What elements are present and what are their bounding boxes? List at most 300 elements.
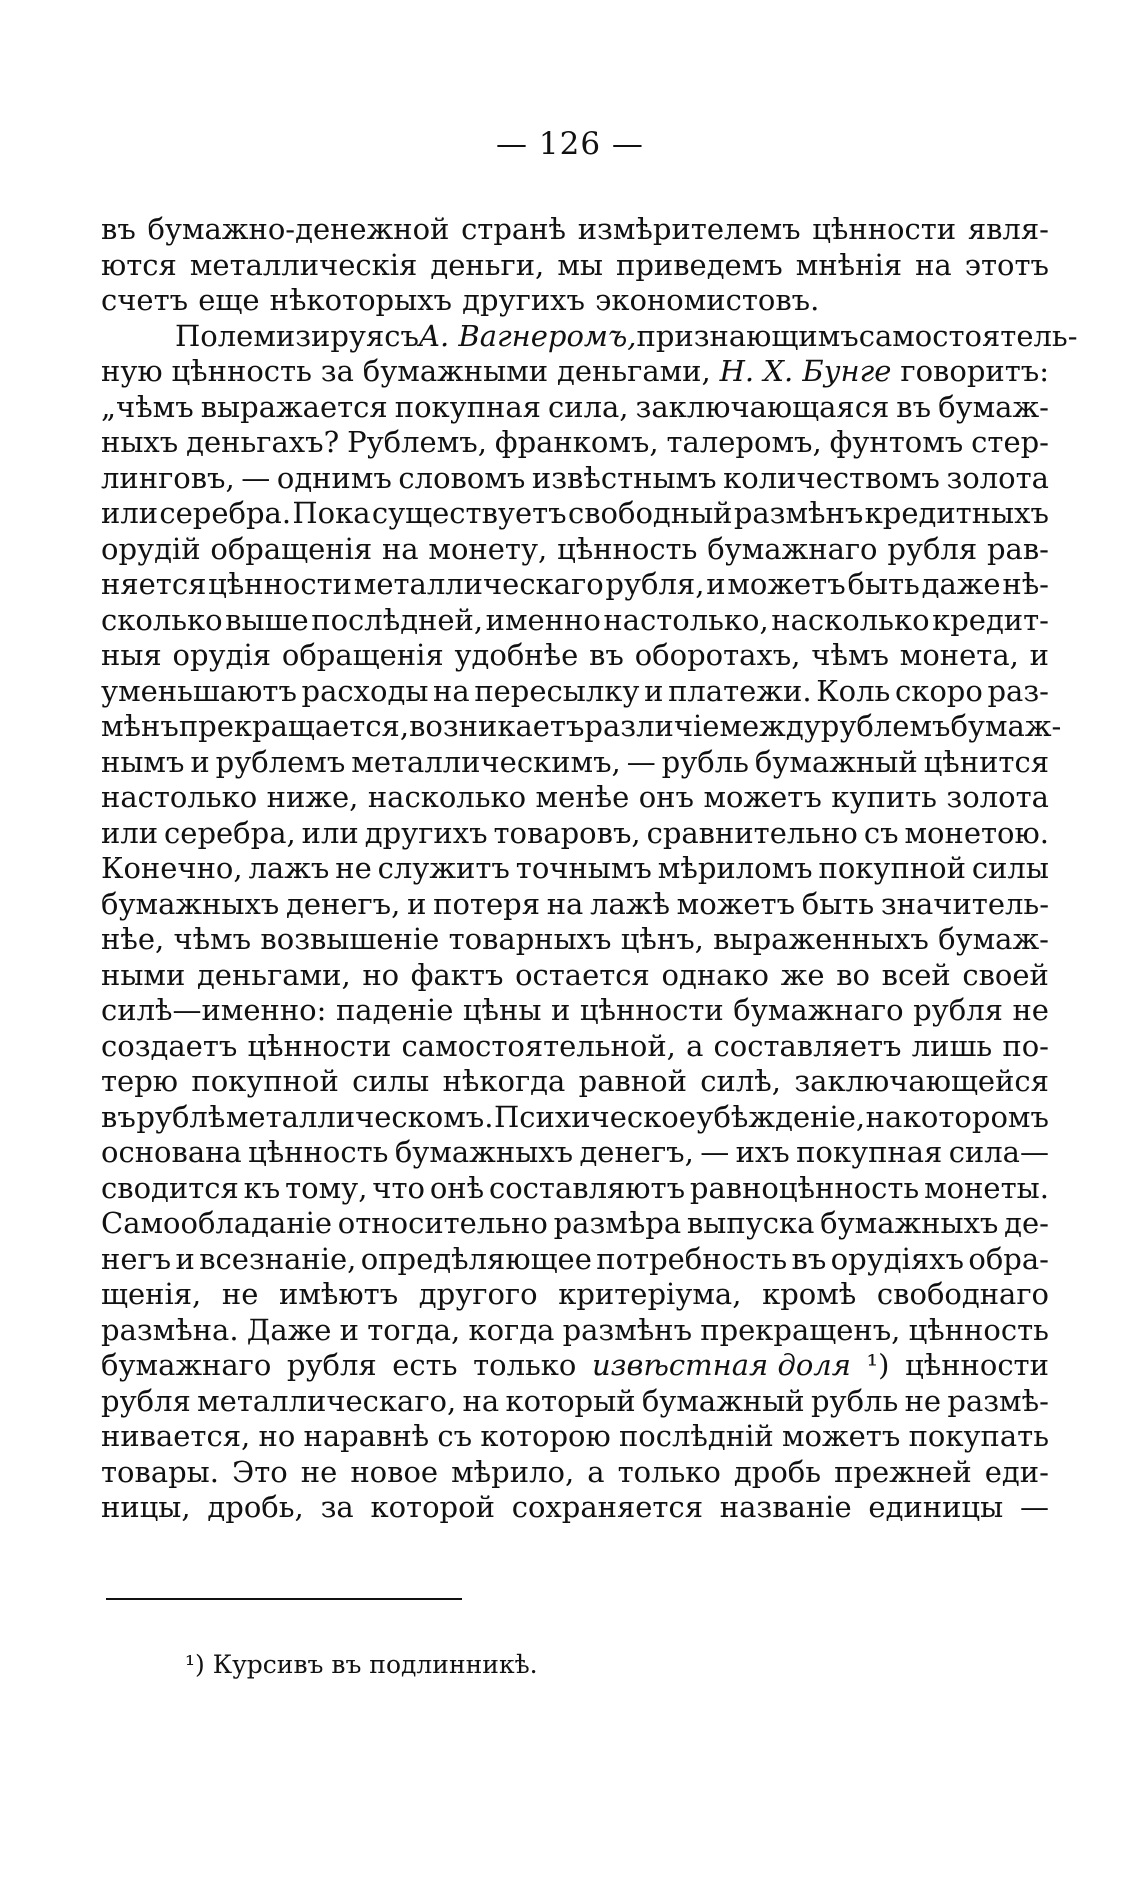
word: мѣнъ	[101, 709, 179, 743]
word: различіе	[584, 709, 720, 743]
word: лишь	[911, 1028, 993, 1063]
word: или	[301, 815, 359, 850]
word: талеромъ,	[666, 425, 822, 459]
text-line	[101, 212, 1049, 248]
word: словомъ	[398, 460, 526, 495]
word: бумажнаго	[101, 1348, 272, 1382]
word: мы	[557, 247, 603, 282]
word: покупной	[818, 851, 966, 885]
word: приведемъ	[615, 247, 783, 282]
word: другихъ	[462, 283, 585, 317]
word: однимъ	[276, 460, 392, 495]
word: рубля,	[605, 567, 705, 601]
word: бумажными	[362, 354, 549, 388]
word: размѣ-	[947, 1383, 1049, 1418]
word: прекращенъ,	[700, 1312, 901, 1347]
word: возникаетъ	[409, 709, 585, 743]
word: обращенія	[281, 638, 444, 672]
word: кромѣ	[762, 1277, 857, 1311]
word: и	[190, 744, 210, 779]
word: наравнѣ	[303, 1419, 430, 1453]
word: остается	[515, 957, 650, 992]
text-line	[101, 1135, 1049, 1171]
word: другого	[418, 1277, 538, 1311]
word: тогда,	[367, 1312, 461, 1347]
word: на	[381, 531, 419, 566]
word: признающимъ	[636, 318, 859, 353]
word: орудій	[101, 531, 201, 566]
word: цѣнъ,	[620, 922, 704, 956]
word: настолько	[101, 780, 258, 814]
word: фунтомъ	[829, 425, 964, 459]
word: бумажно-денежной	[147, 212, 450, 246]
word: пересылку	[474, 673, 640, 708]
word: за	[320, 1490, 354, 1524]
word: денегъ,	[579, 1135, 694, 1169]
word: съ	[863, 815, 899, 850]
word: Самообладаніе	[101, 1206, 333, 1240]
word: покупная	[394, 389, 541, 424]
word: служитъ	[377, 851, 510, 885]
word: тому,	[285, 1170, 368, 1205]
word: можетъ	[727, 567, 846, 601]
word: но	[362, 957, 400, 992]
word: деньгахъ?	[186, 425, 340, 459]
word: Полемизируя	[175, 318, 385, 353]
word: самостоятельной,	[401, 1028, 676, 1063]
word: металлическія	[189, 247, 418, 282]
word: Даже	[246, 1312, 332, 1347]
word: бумаж-	[938, 922, 1049, 956]
word: говоритъ:	[900, 354, 1049, 388]
word: сила—	[948, 1135, 1049, 1169]
word: деньгами,	[196, 957, 351, 992]
word: линговъ,	[101, 460, 235, 495]
text-line	[101, 390, 1049, 426]
word: на	[546, 886, 584, 921]
word: рубля	[887, 531, 978, 566]
word: уменьшаютъ	[101, 673, 297, 708]
word: цѣнится	[923, 744, 1049, 779]
word: оборотахъ,	[634, 638, 801, 672]
word: къ	[243, 1170, 281, 1205]
word: измѣрителемъ	[577, 212, 801, 246]
word: насколько	[771, 602, 930, 637]
word: мѣрило,	[451, 1454, 575, 1489]
word: послѣдній	[618, 1419, 774, 1453]
word: рубля	[101, 1383, 191, 1418]
text-line	[101, 1277, 1049, 1313]
text-line	[101, 283, 1049, 319]
word: экономистовъ.	[595, 283, 820, 317]
word: которою	[480, 1419, 611, 1453]
word: обра-	[968, 1241, 1049, 1276]
word: которой	[370, 1490, 495, 1524]
word: товары.	[101, 1454, 219, 1489]
word: насколько	[367, 780, 527, 814]
word: составляютъ	[488, 1170, 686, 1205]
word: за	[320, 354, 354, 388]
word: рубль	[661, 744, 749, 779]
word: существуетъ	[371, 496, 567, 530]
word: сохраняется	[511, 1490, 703, 1524]
word: только	[617, 1454, 721, 1489]
word: быть	[801, 886, 875, 921]
word: и	[407, 886, 427, 921]
word: размѣна.	[101, 1312, 239, 1347]
word: „чѣмъ	[101, 389, 194, 424]
word: не	[904, 1383, 942, 1418]
word: можетъ	[781, 1419, 901, 1453]
body-text	[101, 212, 1078, 1526]
word: составляетъ	[713, 1028, 902, 1063]
word: силѣ—именно:	[101, 993, 327, 1027]
word: онѣ	[429, 1170, 485, 1205]
word: силѣ,	[700, 1064, 781, 1098]
word: рублѣ	[136, 1099, 226, 1134]
word: свободнаго	[876, 1277, 1049, 1311]
word: удобнѣе	[454, 638, 579, 672]
word: точнымъ	[515, 851, 652, 885]
word: бумажныхъ	[820, 1206, 999, 1240]
word: раз-	[987, 673, 1049, 708]
word: сводится	[101, 1170, 239, 1205]
word: заключающейся	[794, 1064, 1049, 1098]
word: ницы,	[101, 1490, 191, 1524]
word: съ	[384, 318, 419, 353]
word: не	[1012, 993, 1049, 1027]
word: не	[300, 1454, 338, 1489]
word: и	[175, 1241, 195, 1276]
word: сравнительно	[646, 815, 858, 850]
word: но	[258, 1419, 296, 1453]
text-line	[101, 887, 1049, 923]
word: выражается	[200, 389, 388, 424]
word: Пока	[292, 496, 371, 530]
word: а	[587, 1454, 605, 1489]
text-line	[101, 1029, 1049, 1065]
word: де-	[1004, 1206, 1049, 1240]
word: бумажнаго	[707, 531, 878, 566]
word: именно	[485, 602, 601, 637]
word: цѣнности	[905, 1348, 1049, 1382]
word: только	[473, 1348, 577, 1382]
word: во	[836, 957, 870, 992]
text-line	[101, 461, 1049, 497]
word: еди-	[984, 1454, 1049, 1489]
word: силы	[971, 851, 1049, 885]
word: своей	[962, 957, 1049, 992]
word: чѣмъ	[173, 922, 252, 956]
word: серебра.	[159, 496, 292, 530]
word: щенія,	[101, 1277, 202, 1311]
text-line	[101, 1206, 1049, 1242]
word: явля-	[967, 212, 1049, 246]
word: значитель-	[880, 886, 1049, 921]
word: потеря	[433, 886, 540, 921]
word: а	[686, 1028, 704, 1063]
word: на	[915, 247, 952, 282]
word: нѣкоторыхъ	[269, 283, 453, 317]
word: металлическимъ,	[351, 744, 621, 779]
word: размѣра	[553, 1206, 682, 1240]
word: еще	[198, 283, 260, 317]
word: паденіе	[335, 993, 454, 1027]
word: въ	[589, 638, 624, 672]
word: мнѣнія	[795, 247, 903, 282]
word: въ	[101, 212, 136, 246]
word: цѣнности	[208, 567, 353, 601]
word: орудіяхъ	[830, 1241, 964, 1276]
word: лажъ	[248, 851, 330, 885]
word: въ	[101, 1099, 136, 1134]
word: рублемъ	[820, 709, 951, 743]
word: равной	[578, 1064, 687, 1098]
word: относительно	[337, 1206, 548, 1240]
word: и	[644, 673, 664, 708]
word: потребность	[596, 1241, 788, 1276]
word: терю	[101, 1064, 179, 1098]
word: нѣе,	[101, 922, 165, 956]
text-line	[101, 425, 1049, 461]
word: монеты.	[924, 1170, 1049, 1205]
word: настолько,	[603, 602, 769, 637]
word: счетъ	[101, 283, 189, 317]
word: бумаж-	[950, 709, 1062, 743]
word: прежней	[834, 1454, 972, 1489]
word: цѣны	[462, 993, 542, 1027]
word: извѣстная доля	[591, 1348, 851, 1382]
word: или	[101, 496, 159, 530]
word: нѣ-	[1002, 567, 1049, 601]
word: бумажныхъ	[101, 886, 280, 921]
word: кредит-	[932, 602, 1049, 637]
text-line	[101, 674, 1049, 710]
word: обращенія	[210, 531, 373, 566]
word: цѣнности	[579, 993, 724, 1027]
word: цѣнность	[557, 531, 698, 566]
word: ную	[101, 354, 163, 388]
word: въ	[896, 389, 932, 424]
word: и	[339, 1312, 359, 1347]
word: рубля	[913, 993, 1003, 1027]
text-line	[101, 709, 1062, 745]
word: и	[1029, 638, 1049, 672]
word: нѣкогда	[442, 1064, 566, 1098]
word: даже	[921, 567, 1001, 601]
word: рубль	[810, 1383, 899, 1418]
word: покупать	[908, 1419, 1049, 1453]
word: бумажнаго	[733, 993, 904, 1027]
word: расходы	[301, 673, 429, 708]
word: не	[335, 851, 372, 885]
word: же	[780, 957, 825, 992]
text-line	[101, 1384, 1049, 1420]
text-line	[101, 1242, 1049, 1278]
text-line	[101, 354, 1049, 390]
word: металлическаго	[353, 567, 604, 601]
word: дробь,	[207, 1490, 304, 1524]
word: критеріума,	[558, 1277, 742, 1311]
word: выраженныхъ	[713, 922, 929, 956]
word: заключающаяся	[635, 389, 890, 424]
word: единицы	[868, 1490, 1004, 1524]
word: и	[550, 993, 571, 1027]
word: рублемъ	[215, 744, 346, 779]
word: товарныхъ	[448, 922, 612, 956]
word: этотъ	[964, 247, 1049, 282]
word: когда	[468, 1312, 555, 1347]
word: и	[706, 567, 726, 601]
text-line	[101, 745, 1049, 781]
word: извѣстнымъ	[531, 460, 717, 495]
word: равноцѣнность	[689, 1170, 920, 1205]
word: основана	[101, 1135, 242, 1169]
word: Конечно,	[101, 851, 243, 885]
text-line	[101, 1348, 1049, 1384]
word: Рублемъ,	[347, 425, 487, 459]
text-line	[101, 567, 1049, 603]
word: цѣнность	[908, 1312, 1049, 1347]
text-line	[101, 532, 1049, 568]
text-line	[101, 1419, 1049, 1455]
word: фактъ	[410, 957, 504, 992]
text-line	[101, 1100, 1049, 1136]
text-line	[101, 993, 1049, 1029]
word: Это	[232, 1454, 288, 1489]
text-line	[101, 958, 1049, 994]
text-line	[101, 851, 1049, 887]
footnote: ¹) Курсивъ въ подлинникѣ.	[185, 1650, 538, 1679]
word: стер-	[971, 425, 1049, 459]
word: убѣжденіе,	[696, 1099, 866, 1134]
text-line	[101, 780, 1049, 816]
word: ными	[101, 957, 186, 992]
word: скоро	[894, 673, 983, 708]
word: быть	[847, 567, 920, 601]
word: A. Вагнеромъ,	[419, 318, 637, 353]
word: однако	[661, 957, 770, 992]
word: негъ	[101, 1241, 172, 1276]
word: бумажныхъ	[394, 1135, 574, 1169]
text-line	[101, 922, 1049, 958]
text-line	[101, 638, 1049, 674]
word: цѣнности	[247, 1028, 392, 1063]
text-line	[101, 1171, 1049, 1207]
word: есть	[392, 1348, 458, 1382]
word: товаровъ,	[493, 815, 641, 850]
word: всезнаніе,	[199, 1241, 357, 1276]
word: сколько	[101, 602, 223, 637]
word: между	[719, 709, 821, 743]
word: —	[1019, 1490, 1049, 1524]
word: орудія	[172, 638, 272, 672]
word: на	[462, 1383, 500, 1418]
word: что	[372, 1170, 425, 1205]
word: бумажный	[641, 1383, 805, 1418]
word: ихъ	[735, 1135, 790, 1169]
word: золота	[946, 460, 1049, 495]
word: деньгами,	[556, 354, 711, 388]
text-line	[101, 1490, 1049, 1526]
word: купить	[831, 780, 937, 814]
word: ¹)	[866, 1348, 890, 1382]
word: сила,	[548, 389, 629, 424]
word: возвышеніе	[260, 922, 440, 956]
word: нымъ	[101, 744, 185, 779]
word: онъ	[638, 780, 694, 814]
word: чѣмъ	[811, 638, 889, 672]
word: названіе	[719, 1490, 852, 1524]
word: которомъ	[902, 1099, 1049, 1134]
word: мѣриломъ	[657, 851, 813, 885]
word: странѣ	[461, 212, 567, 246]
word: франкомъ,	[494, 425, 659, 459]
word: покупная	[796, 1135, 943, 1169]
word: покупной	[191, 1064, 339, 1098]
word: размѣнъ	[733, 496, 864, 530]
word: не	[221, 1277, 259, 1311]
word: дробь	[733, 1454, 822, 1489]
word: количествомъ	[723, 460, 940, 495]
word: Н. Х. Бунге	[719, 354, 892, 388]
word: по-	[1002, 1028, 1049, 1063]
word: ныя	[101, 638, 162, 672]
word: съ	[437, 1419, 473, 1453]
text-line	[101, 816, 1049, 852]
word: ниже,	[266, 780, 359, 814]
text-line	[101, 318, 1078, 355]
word: всей	[881, 957, 951, 992]
word: цѣнность	[248, 1135, 389, 1169]
word: —	[700, 1135, 730, 1169]
word: Коль	[816, 673, 891, 708]
word: золота	[946, 780, 1049, 814]
word: ныхъ	[101, 425, 179, 459]
word: лажѣ	[590, 886, 670, 921]
word: имѣютъ	[279, 1277, 399, 1311]
word: который	[505, 1383, 636, 1418]
word: другихъ	[364, 815, 488, 850]
word: Психическое	[494, 1099, 696, 1134]
text-line	[101, 1064, 1049, 1100]
page-number: — 126 —	[496, 126, 644, 162]
word: новое	[350, 1454, 439, 1489]
word: прекращается,	[178, 709, 410, 743]
word: металлическомъ.	[225, 1099, 494, 1134]
word: няется	[101, 567, 207, 601]
word: цѣнности	[812, 212, 957, 246]
word: на	[865, 1099, 903, 1134]
word: деньги,	[430, 247, 545, 282]
text-line	[101, 248, 1049, 284]
word: самостоятель-	[858, 318, 1078, 353]
word: ются	[101, 247, 177, 282]
word: монета,	[899, 638, 1019, 672]
word: бумаж-	[938, 389, 1049, 424]
word: опредѣляющее	[360, 1241, 592, 1276]
word: денегъ,	[285, 886, 401, 921]
word: —	[626, 744, 656, 779]
word: можетъ	[703, 780, 822, 814]
word: нивается,	[101, 1419, 251, 1453]
word: выпуска	[686, 1206, 815, 1240]
text-line	[101, 1455, 1049, 1491]
word: въ	[791, 1241, 827, 1276]
word: на	[433, 673, 470, 708]
word: рубля	[286, 1348, 377, 1382]
word: цѣнность	[171, 354, 312, 388]
